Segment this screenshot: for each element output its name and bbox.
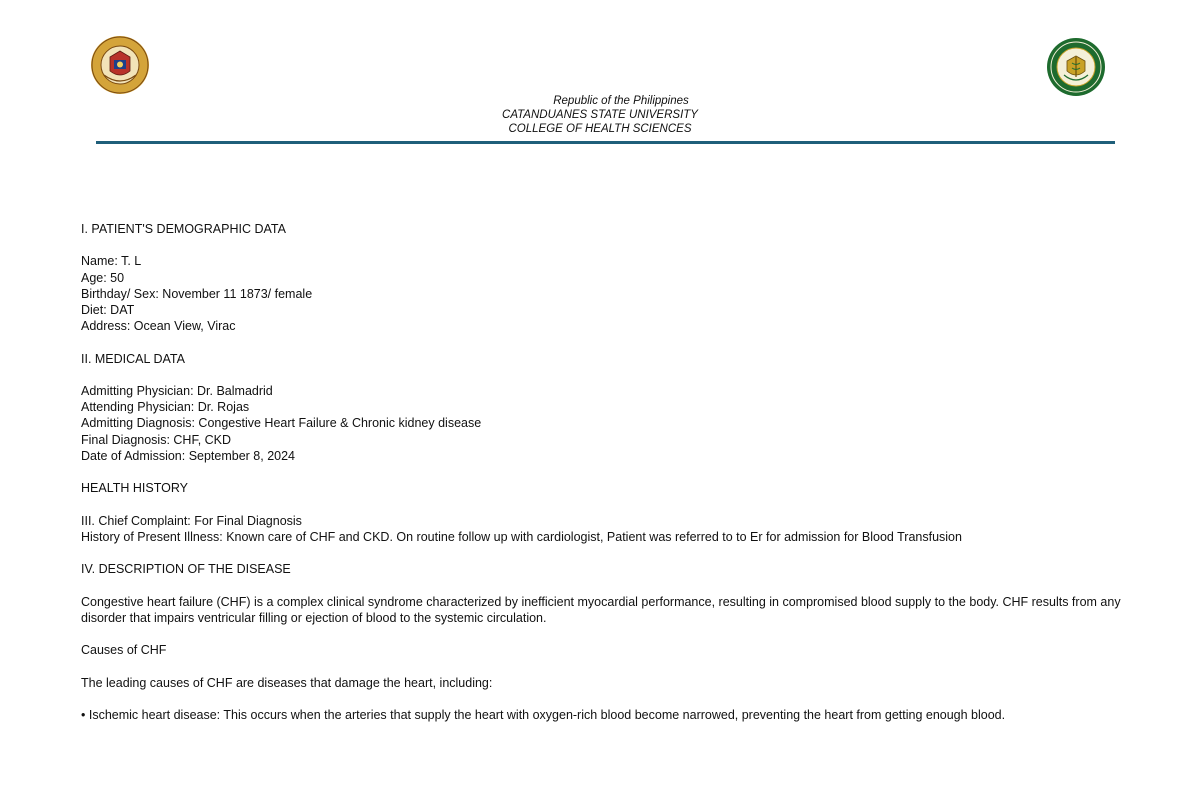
header-divider (96, 141, 1115, 144)
cause-bullet-ischemic: • Ischemic heart disease: This occurs when the arteries that supply the heart with oxygen-rich blood become narrowed, preventing the heart from getting enough blood. (81, 707, 1006, 722)
header-university: CATANDUANES STATE UNIVERSITY (502, 109, 698, 121)
patient-name: Name: T. L (81, 254, 142, 269)
patient-diet: Diet: DAT (81, 303, 135, 317)
final-diagnosis: Final Diagnosis: CHF, CKD (81, 432, 232, 447)
college-seal-logo (1046, 37, 1106, 97)
admitting-diagnosis: Admitting Diagnosis: Congestive Heart Failure & Chronic kidney disease (81, 416, 482, 431)
date-of-admission: Date of Admission: September 8, 2024 (81, 448, 296, 463)
chief-complaint: III. Chief Complaint: For Final Diagnosis (81, 513, 302, 528)
patient-age: Age: 50 (81, 270, 125, 285)
admitting-physician: Admitting Physician: Dr. Balmadrid (81, 383, 273, 398)
causes-heading: Causes of CHF (81, 643, 167, 658)
health-history-heading: HEALTH HISTORY (81, 481, 188, 496)
demographic-heading: I. PATIENT'S DEMOGRAPHIC DATA (81, 222, 286, 236)
present-illness: History of Present Illness: Known care of CHF and CKD. On routine follow up with cardiologist, Patient was referred to to Er for admission for Blood Transfusion (81, 529, 962, 544)
disease-heading: IV. DESCRIPTION OF THE DISEASE (81, 562, 291, 577)
patient-birthday-sex: Birthday/ Sex: November 11 1873/ female (81, 286, 313, 301)
university-seal-logo (90, 35, 150, 95)
document-header (400, 94, 800, 136)
medical-heading: II. MEDICAL DATA (81, 351, 185, 366)
header-republic: Republic of the Philippines (553, 95, 689, 107)
disease-description: Congestive heart failure (CHF) is a complex clinical syndrome characterized by inefficient myocardial performance, resulting in compromised blood supply to the body. CHF results from any disorder that impairs ventricular filling or ejection of blood to the systemic circulation. (81, 594, 1121, 625)
document-body (81, 221, 1131, 723)
causes-intro: The leading causes of CHF are diseases that damage the heart, including: (81, 675, 493, 690)
patient-address: Address: Ocean View, Virac (81, 319, 236, 334)
header-college: COLLEGE OF HEALTH SCIENCES (508, 123, 692, 135)
attending-physician: Attending Physician: Dr. Rojas (81, 400, 250, 415)
